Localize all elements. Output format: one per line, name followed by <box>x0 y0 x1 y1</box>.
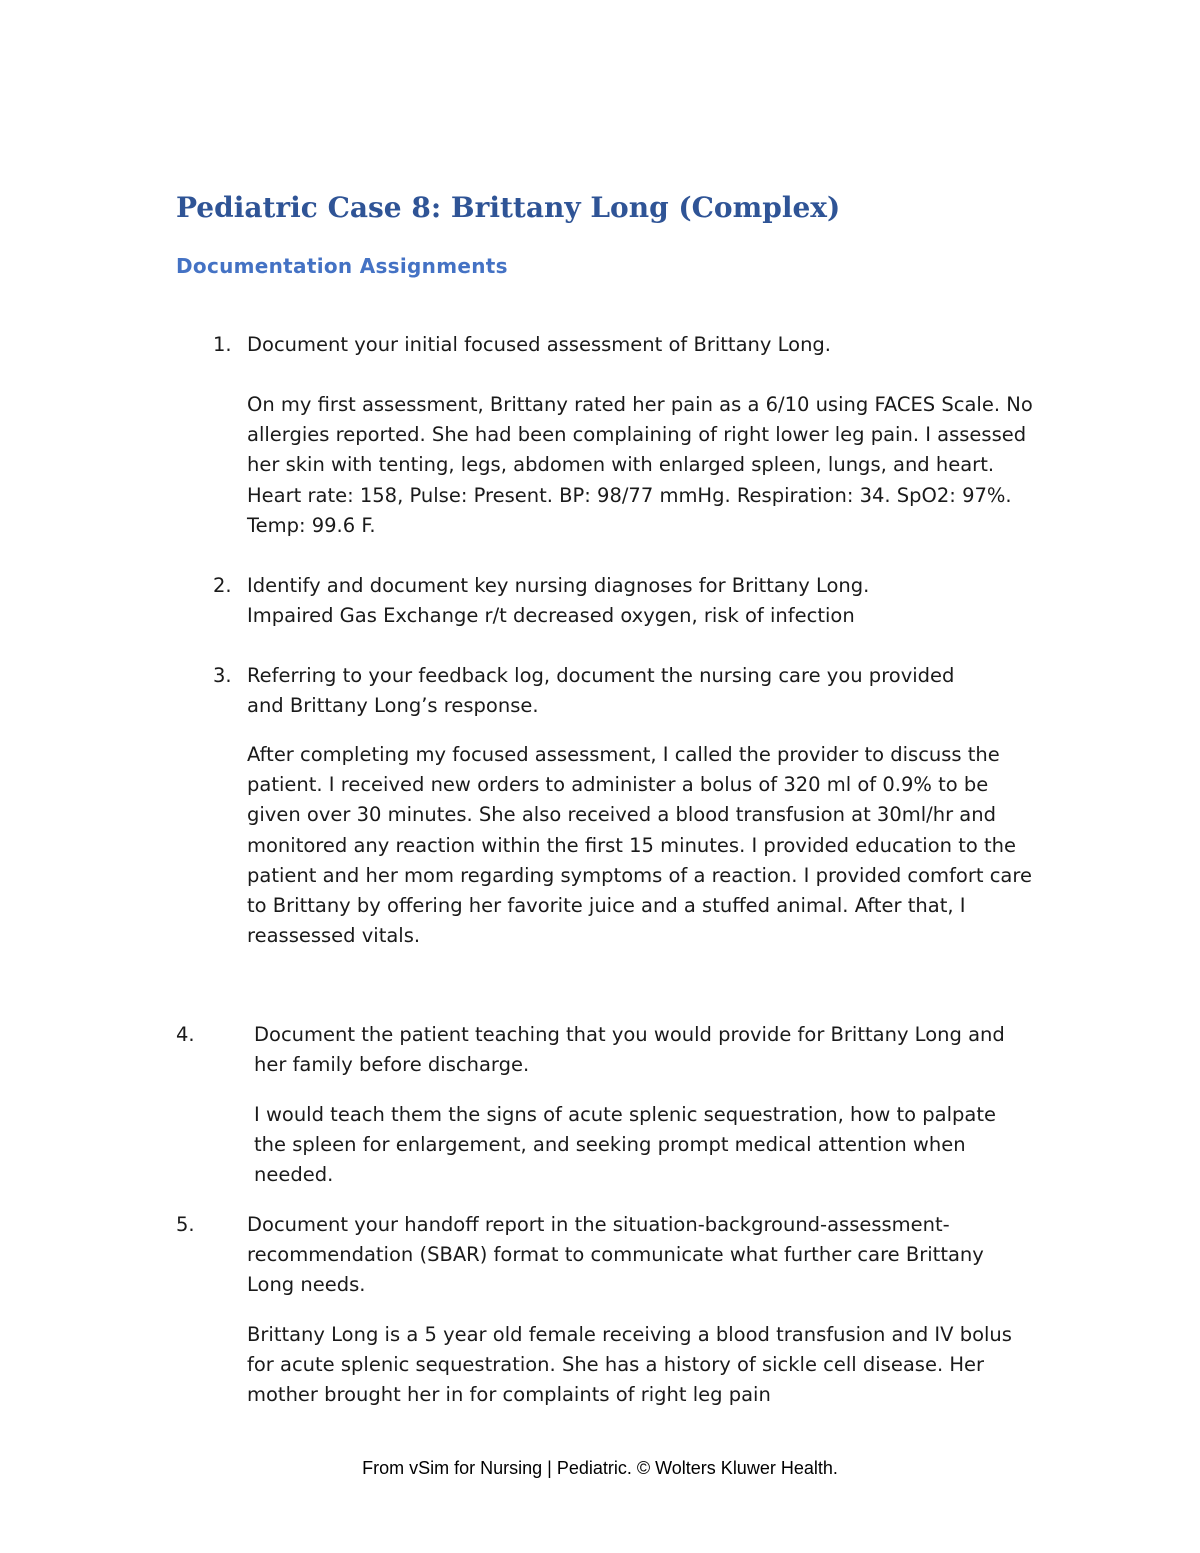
item-answer-4: I would teach them the signs of acute splenic sequestration, how to palpate the spleen for enlargement, and seeking prompt medical attention when needed. <box>254 1103 996 1187</box>
item-number-4: 4. <box>176 1023 195 1046</box>
item-prompt-1: Document your initial focused assessment of Brittany Long. <box>247 333 832 356</box>
item-number-3: 3. <box>213 664 232 687</box>
document-title: Pediatric Case 8: Brittany Long (Complex) <box>176 191 841 224</box>
item-answer-1: On my first assessment, Brittany rated her pain as a 6/10 using FACES Scale. No allergies reported. She had been complaining of right lower leg pain. I assessed her skin with tenting, legs, abdomen with enlarged spleen, lungs, and heart. Heart rate: 158, Pulse: Present. BP: 98/77 mmHg. Respiration: 34. SpO2: 97%. Temp: 99.6 F. <box>247 393 1033 537</box>
item-prompt-4: Document the patient teaching that you would provide for Brittany Long and her family before discharge. <box>254 1023 1005 1077</box>
item-number-5: 5. <box>176 1213 195 1236</box>
document-subtitle: Documentation Assignments <box>176 254 508 278</box>
page-footer: From vSim for Nursing | Pediatric. © Wolters Kluwer Health. <box>362 1458 838 1478</box>
item-number-1: 1. <box>213 333 232 356</box>
item-answer-3: After completing my focused assessment, I called the provider to discuss the patient. I received new orders to administer a bolus of 320 ml of 0.9% to be given over 30 minutes. She also received a blood transfusion at 30ml/hr and monitored any reaction within the first 15 minutes. I provided education to the patient and her mom regarding symptoms of a reaction. I provided comfort care to Brittany by offering her favorite juice and a stuffed animal. After that, I reassessed vitals. <box>247 743 1032 948</box>
item-answer-5: Brittany Long is a 5 year old female receiving a blood transfusion and IV bolus for acute splenic sequestration. She has a history of sickle cell disease. Her mother brought her in for complaints of right leg pain <box>247 1323 1012 1407</box>
item-prompt-3: Referring to your feedback log, document the nursing care you provided and Brittany Long’s response. <box>247 664 955 718</box>
item-prompt-5: Document your handoff report in the situation-background-assessment-recommendation (SBAR) format to communicate what further care Brittany Long needs. <box>247 1213 984 1297</box>
item-prompt-2: Identify and document key nursing diagnoses for Brittany Long. <box>247 574 870 597</box>
item-number-2: 2. <box>213 574 232 597</box>
item-answer-2: Impaired Gas Exchange r/t decreased oxygen, risk of infection <box>247 604 855 627</box>
